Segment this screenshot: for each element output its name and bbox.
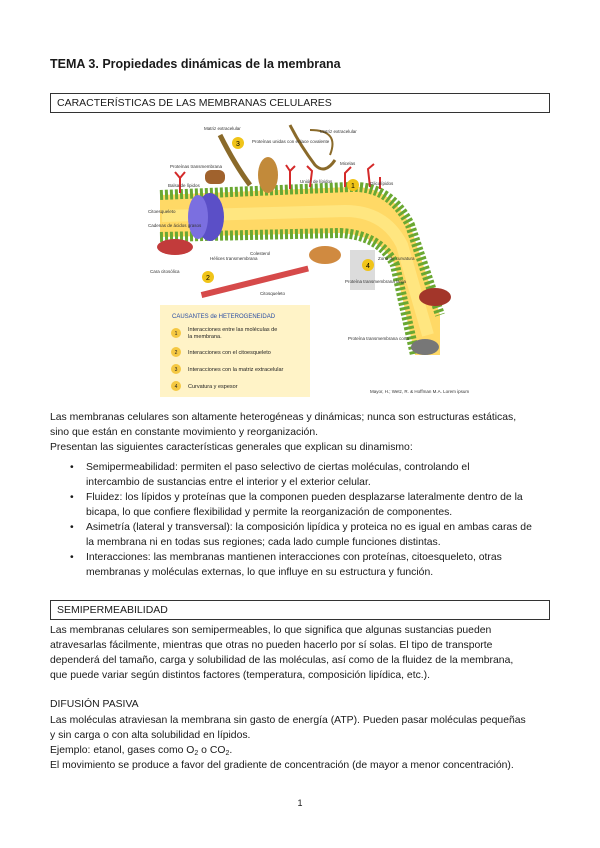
svg-text:Citosqueleto: Citosqueleto	[260, 291, 286, 296]
svg-text:Interacciones entre las molécu: Interacciones entre las moléculas de	[188, 327, 278, 333]
svg-text:Proteínas unidas con enlace co: Proteínas unidas con enlace covalente	[252, 139, 330, 144]
svg-text:Balsa de lípidos: Balsa de lípidos	[168, 183, 200, 188]
svg-text:Cara citosólica: Cara citosólica	[150, 269, 180, 274]
characteristics-list	[50, 460, 554, 580]
heterogeneity-legend	[160, 305, 310, 397]
legend-title: CAUSANTES de HETEROGENEIDAD	[172, 314, 276, 320]
svg-text:Proteína transmembrana corta: Proteína transmembrana corta	[348, 336, 410, 341]
svg-text:Zona de curvatura: Zona de curvatura	[378, 256, 415, 261]
svg-text:3: 3	[236, 141, 240, 148]
svg-text:Unión de lípidos: Unión de lípidos	[300, 179, 333, 184]
svg-text:Mayor, H.; Wetz, R. & Hoffman: Mayor, H.; Wetz, R. & Hoffman M.A. Lorem ipsum	[370, 389, 470, 394]
semi-line-2: atravesarlas fácilmente, mientras que otras no pueden hacerlo por sí solas. El tipo de transporte	[50, 640, 493, 651]
svg-text:Proteína transmembrana larga: Proteína transmembrana larga	[345, 279, 407, 284]
semi-line-3: dependerá del tamaño, carga y solubilidad de las moléculas, así como de la fluidez de la membrana,	[50, 655, 514, 666]
svg-text:1: 1	[351, 183, 355, 190]
svg-text:Colesterol: Colesterol	[250, 251, 271, 256]
svg-text:Glicolípidos: Glicolípidos	[370, 181, 394, 186]
svg-text:Proteínas transmembrana: Proteínas transmembrana	[170, 164, 223, 169]
section-heading-semipermeabilidad: SEMIPERMEABILIDAD	[50, 600, 550, 620]
svg-text:la membrana.: la membrana.	[188, 334, 222, 340]
svg-text:Citoesqueleto: Citoesqueleto	[148, 209, 176, 214]
difusion-line-1: Las moléculas atraviesan la membrana sin gasto de energía (ATP). Pueden pasar moléculas pequeñas	[50, 715, 526, 726]
page-title: TEMA 3. Propiedades dinámicas de la membrana	[50, 57, 341, 71]
svg-text:2: 2	[206, 275, 210, 282]
difusion-heading: DIFUSIÓN PASIVA	[50, 699, 139, 710]
semi-line-4: que puede variar según distintos factores (temperatura, composición lipídica, etc.).	[50, 670, 431, 681]
svg-text:4: 4	[366, 263, 370, 270]
svg-text:3: 3	[174, 367, 178, 373]
page-number: 1	[297, 798, 303, 808]
svg-text:Matriz extracelular: Matriz extracelular	[320, 129, 357, 134]
semi-line-1: Las membranas celulares son semipermeables, lo que significa que algunas sustancias pueden	[50, 625, 492, 636]
example-line: Ejemplo: etanol, gases como $O_2$ o $CO_2$.	[50, 745, 233, 757]
intro-line-1: Las membranas celulares son altamente heterogéneas y dinámicas; nunca son estructuras estáticas,	[50, 412, 517, 423]
svg-text:Interacciones con el citoesque: Interacciones con el citoesqueleto	[188, 350, 271, 356]
list-item: • Semipermeabilidad: permiten el paso selectivo de ciertas moléculas, controlando el intercambio de sustancias entre el interior y el exterior celular.	[86, 460, 554, 490]
intro-line-2: sino que están en constante movimiento y reorganización.	[50, 427, 319, 438]
section-heading-caracteristicas: CARACTERÍSTICAS DE LAS MEMBRANAS CELULARES	[50, 93, 550, 113]
difusion-line-2: y sin carga o con alta solubilidad en lípidos.	[50, 730, 251, 741]
intro-line-3: Presentan las siguientes características generales que explican su dinamismo:	[50, 442, 413, 453]
svg-text:Hélices transmembrana: Hélices transmembrana	[210, 256, 258, 261]
list-item: • Interacciones: las membranas mantienen interacciones con proteínas, citoesqueleto, otras membranas y moléculas externas, lo que influye en su estructura y función.	[86, 550, 554, 580]
svg-text:2: 2	[174, 350, 178, 356]
svg-text:Interacciones con la matriz ex: Interacciones con la matriz extracelular	[188, 367, 284, 373]
membrane-figure	[140, 115, 470, 400]
svg-text:Micelas: Micelas	[340, 161, 356, 166]
svg-text:Matriz extracelular: Matriz extracelular	[204, 126, 241, 131]
svg-text:Cadenas de ácidos grasos: Cadenas de ácidos grasos	[148, 223, 202, 228]
svg-text:1: 1	[174, 331, 178, 337]
svg-text:4: 4	[174, 384, 178, 390]
list-item: • Fluidez: los lípidos y proteínas que la componen pueden desplazarse lateralmente dentro de la bicapa, lo que confiere flexibilidad y permite la reorganización de componentes.	[86, 490, 554, 520]
svg-text:Curvatura y espesor: Curvatura y espesor	[188, 384, 238, 390]
list-item: • Asimetría (lateral y transversal): la composición lipídica y proteica no es igual en ambas caras de la membrana ni en todas sus regiones; cada lado cumple funciones distintas.	[86, 520, 554, 550]
difusion-line-4: El movimiento se produce a favor del gradiente de concentración (de mayor a menor concentración).	[50, 760, 514, 771]
